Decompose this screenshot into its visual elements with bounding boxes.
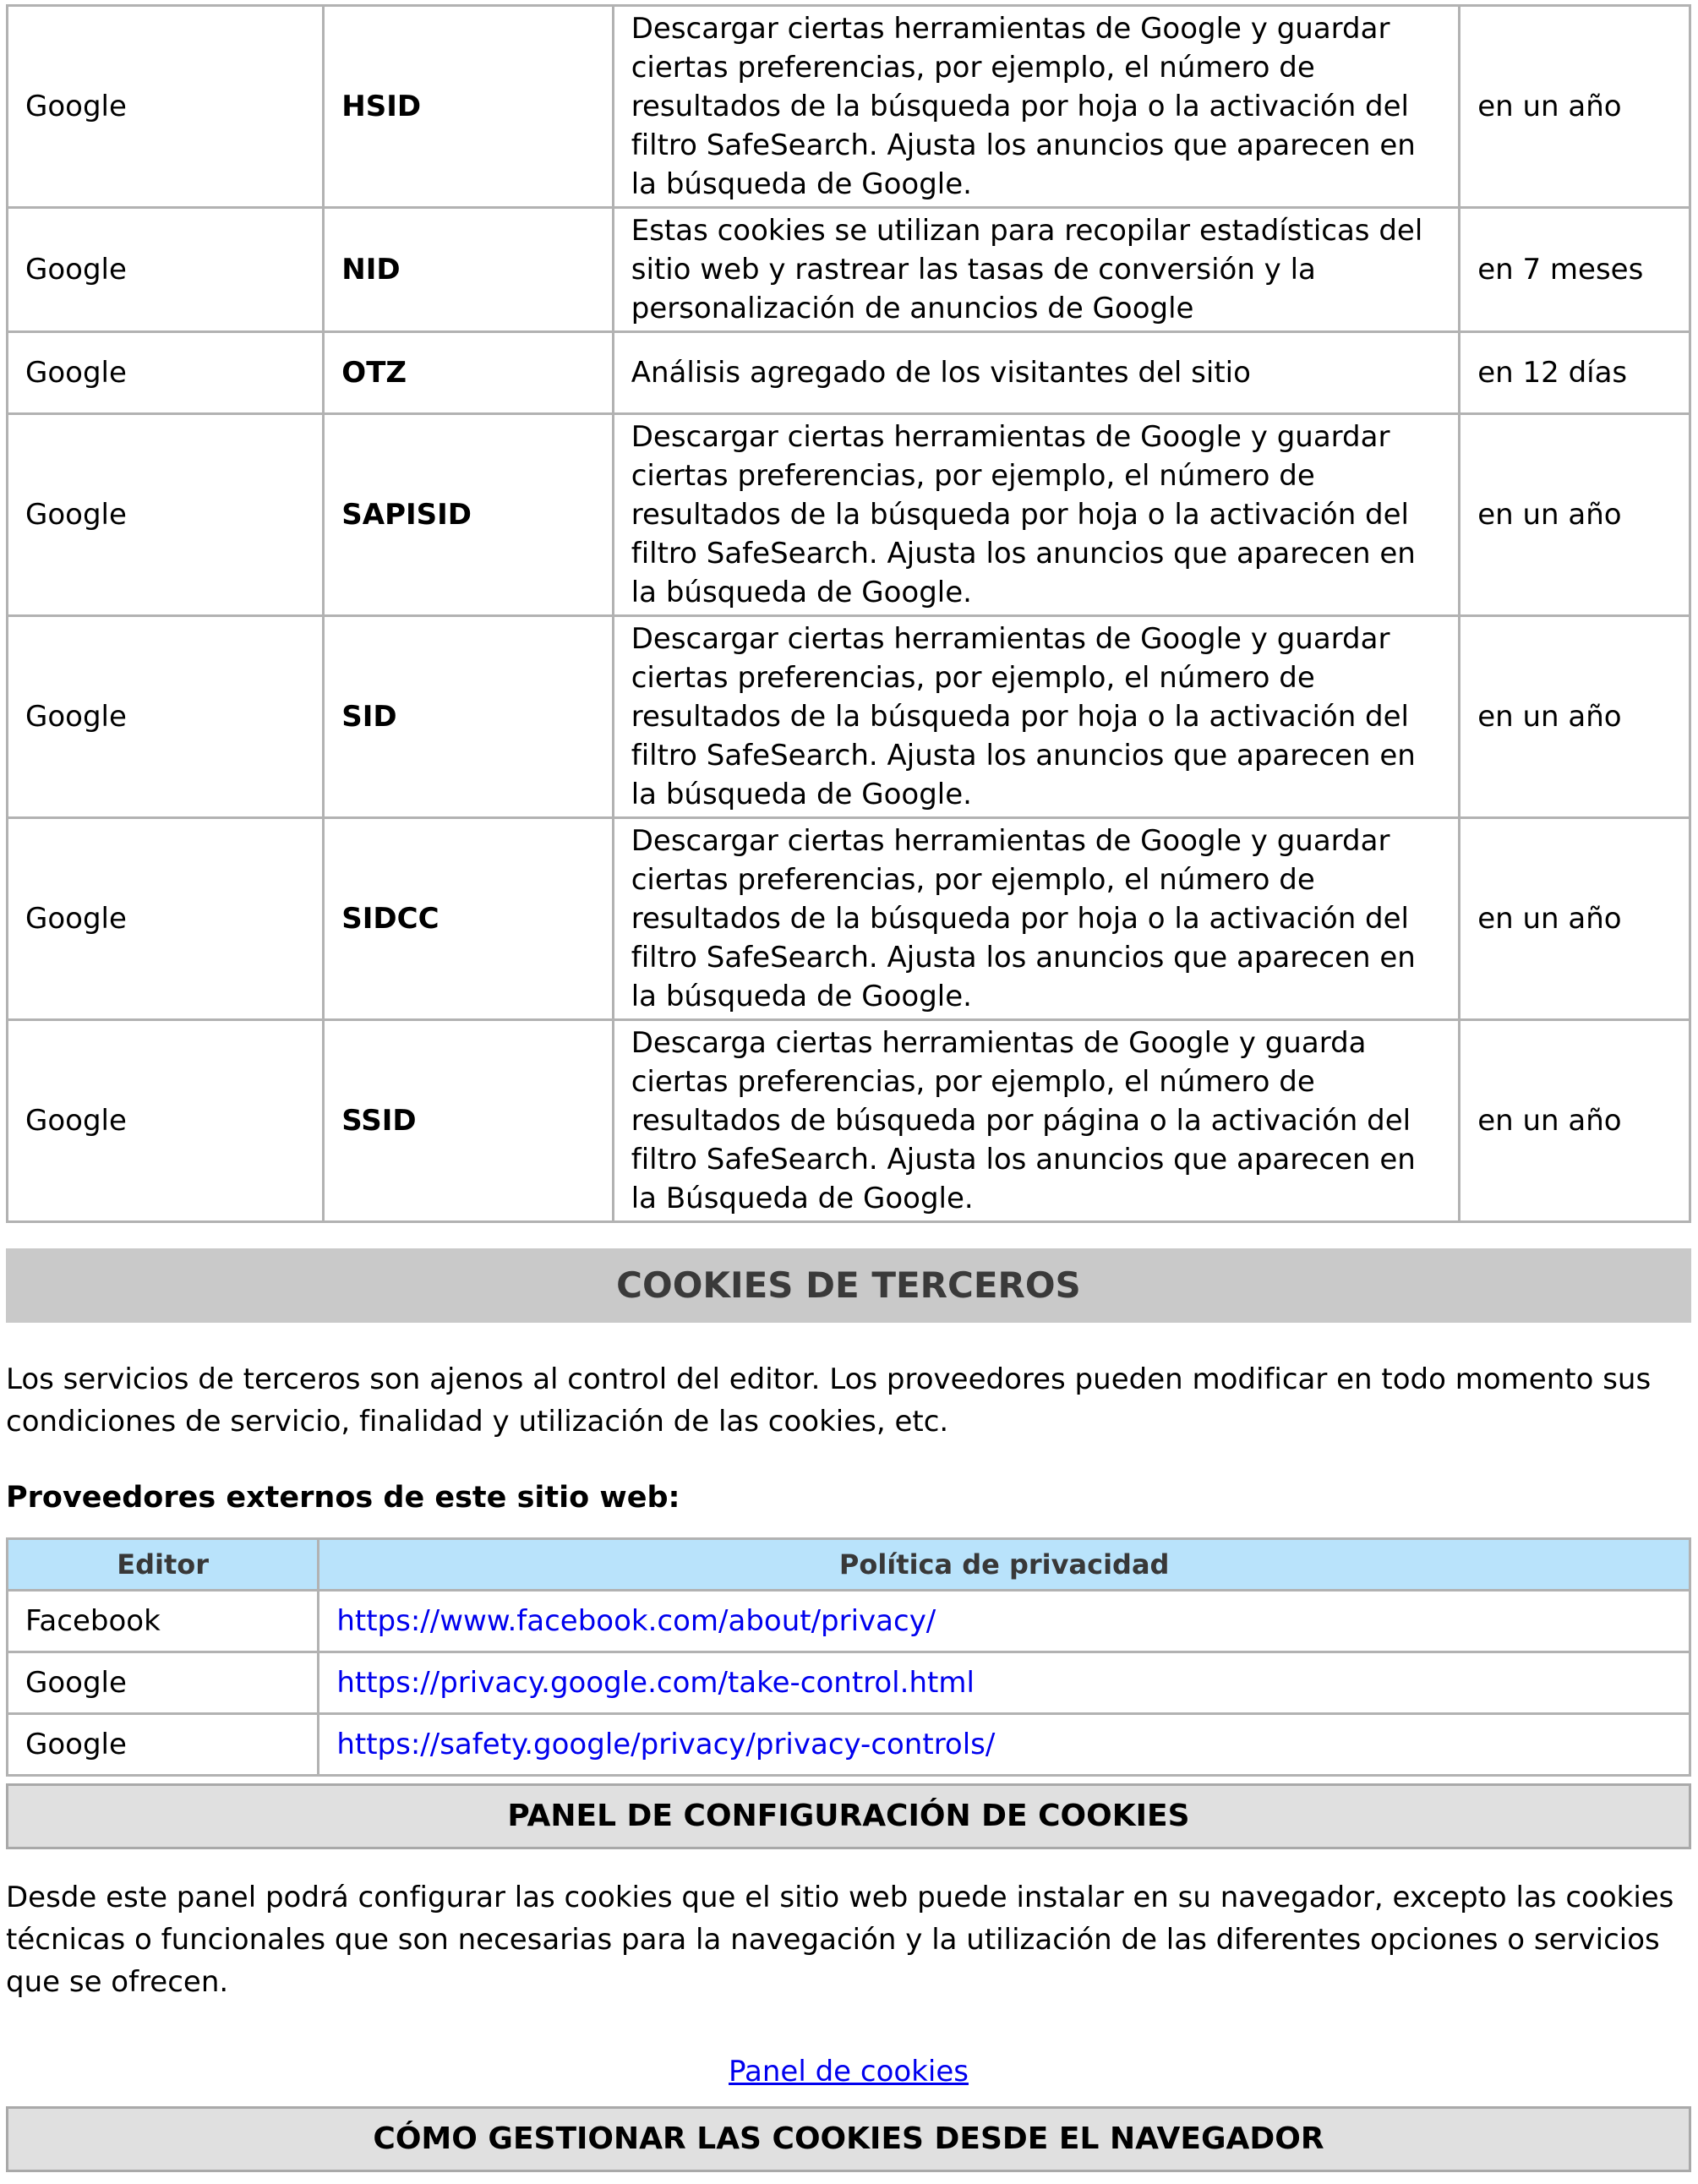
provider-url-cell — [319, 1591, 1690, 1652]
cookie-name-cell: SSID — [324, 1020, 613, 1222]
provider-url-cell — [319, 1714, 1690, 1776]
provider-cell: Google — [8, 332, 324, 414]
provider-row — [8, 1652, 1690, 1714]
provider-cell: Google — [8, 6, 324, 208]
providers-table — [6, 1537, 1691, 1777]
description-cell: Descargar ciertas herramientas de Google y guardar ciertas preferencias, por ejemplo, el número de resultados de la búsqueda por hoja o la activación del filtro SafeSearch. Ajusta los anuncios que aparecen en la búsqueda de Google. — [613, 616, 1459, 818]
providers-header-row — [8, 1539, 1690, 1591]
cookie-panel-description: Desde este panel podrá configurar las cookies que el sitio web puede instalar en su navegador, excepto las cookies técnicas o funcionales que son necesarias para la navegación y la utilización de las diferentes opciones o servicios que se ofrecen. — [6, 1881, 1674, 1999]
browser-management-section-header: CÓMO GESTIONAR LAS COOKIES DESDE EL NAVEGADOR — [6, 2106, 1691, 2172]
providers-heading: Proveedores externos de este sitio web: — [6, 1481, 680, 1515]
duration-cell: en 7 meses — [1460, 208, 1690, 332]
cookie-name-cell: SIDCC — [324, 818, 613, 1020]
duration-cell: en un año — [1460, 1020, 1690, 1222]
cookie-panel-section-header: PANEL DE CONFIGURACIÓN DE COOKIES — [6, 1783, 1691, 1849]
third-party-section-header: COOKIES DE TERCEROS — [6, 1248, 1691, 1323]
cookie-name-cell: OTZ — [324, 332, 613, 414]
duration-cell: en un año — [1460, 6, 1690, 208]
provider-cell: Google — [8, 1020, 324, 1222]
cookie-row — [8, 208, 1690, 332]
provider-cell: Google — [8, 414, 324, 616]
cookie-name-cell: HSID — [324, 6, 613, 208]
description-cell: Estas cookies se utilizan para recopilar estadísticas del sitio web y rastrear las tasas de conversión y la personalización de anuncios de Google — [613, 208, 1459, 332]
third-party-intro: Los servicios de terceros son ajenos al control del editor. Los proveedores pueden modificar en todo momento sus condiciones de servicio, finalidad y utilización de las cookies, etc. — [6, 1362, 1652, 1439]
cookie-row — [8, 414, 1690, 616]
duration-cell: en un año — [1460, 616, 1690, 818]
provider-cell: Google — [8, 208, 324, 332]
provider-cell: Google — [8, 818, 324, 1020]
cookie-name-cell: SAPISID — [324, 414, 613, 616]
cookie-row — [8, 818, 1690, 1020]
description-cell: Descargar ciertas herramientas de Google y guardar ciertas preferencias, por ejemplo, el número de resultados de la búsqueda por hoja o la activación del filtro SafeSearch. Ajusta los anuncios que aparecen en la búsqueda de Google. — [613, 414, 1459, 616]
description-cell: Descargar ciertas herramientas de Google y guardar ciertas preferencias, por ejemplo, el número de resultados de la búsqueda por hoja o la activación del filtro SafeSearch. Ajusta los anuncios que aparecen en la búsqueda de Google. — [613, 6, 1459, 208]
provider-cell: Google — [8, 616, 324, 818]
editor-column-header: Editor — [8, 1539, 319, 1591]
cookie-row — [8, 1020, 1690, 1222]
description-cell: Descargar ciertas herramientas de Google y guardar ciertas preferencias, por ejemplo, el número de resultados de la búsqueda por hoja o la activación del filtro SafeSearch. Ajusta los anuncios que aparecen en la búsqueda de Google. — [613, 818, 1459, 1020]
cookie-name-cell: SID — [324, 616, 613, 818]
duration-cell: en un año — [1460, 818, 1690, 1020]
cookie-row — [8, 616, 1690, 818]
description-cell: Análisis agregado de los visitantes del sitio — [613, 332, 1459, 414]
google-privacy-link[interactable]: https://privacy.google.com/take-control.html — [336, 1666, 975, 1700]
duration-cell: en 12 días — [1460, 332, 1690, 414]
cookie-details-table — [6, 4, 1691, 1223]
cookie-panel-link-row — [6, 2050, 1691, 2093]
cookie-row — [8, 332, 1690, 414]
provider-editor-cell: Google — [8, 1652, 319, 1714]
provider-editor-cell: Facebook — [8, 1591, 319, 1652]
cookie-panel-link[interactable]: Panel de cookies — [729, 2055, 969, 2088]
privacy-policy-column-header: Política de privacidad — [319, 1539, 1690, 1591]
duration-cell: en un año — [1460, 414, 1690, 616]
provider-row — [8, 1714, 1690, 1776]
description-cell: Descarga ciertas herramientas de Google y guarda ciertas preferencias, por ejemplo, el número de resultados de búsqueda por página o la activación del filtro SafeSearch. Ajusta los anuncios que aparecen en la Búsqueda de Google. — [613, 1020, 1459, 1222]
cookie-row — [8, 6, 1690, 208]
cookie-name-cell: NID — [324, 208, 613, 332]
facebook-privacy-link[interactable]: https://www.facebook.com/about/privacy/ — [336, 1604, 936, 1638]
provider-row — [8, 1591, 1690, 1652]
provider-editor-cell: Google — [8, 1714, 319, 1776]
provider-url-cell — [319, 1652, 1690, 1714]
google-safety-link[interactable]: https://safety.google/privacy/privacy-controls/ — [336, 1728, 996, 1761]
